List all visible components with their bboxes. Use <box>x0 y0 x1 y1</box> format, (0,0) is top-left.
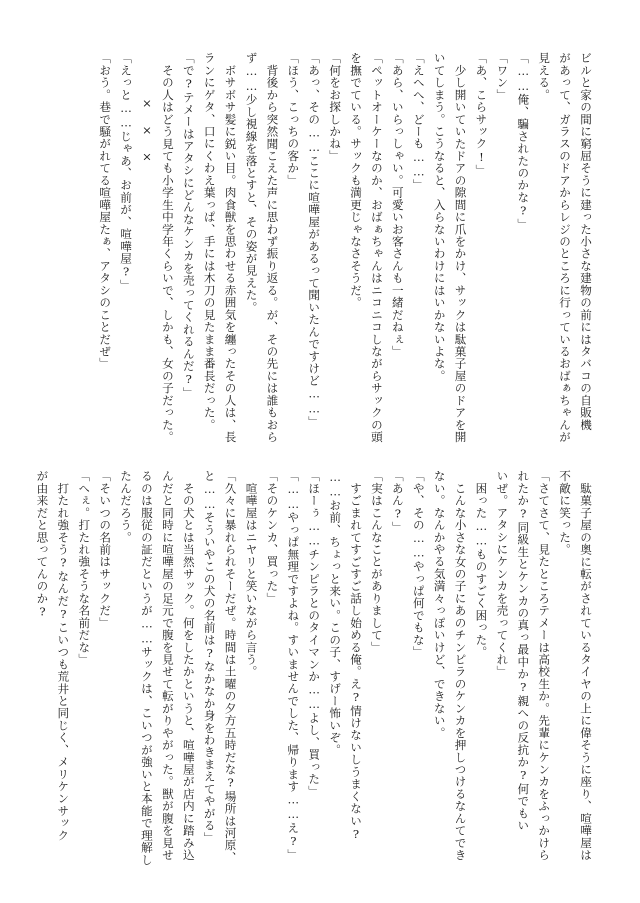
lower-text-block <box>35 470 596 866</box>
text-line: すごまれてすごすご話し始める俺。え?情けないしうまくない? <box>349 482 364 842</box>
dialogue-line: 「……やっぱ無理ですよね。すいませんでした、帰ります……え?」 <box>286 470 301 861</box>
text-line: 「ペットオーケーなのか、おばぁちゃんはニコニコしながらサックの頭 <box>369 52 384 444</box>
dialogue-line: 「そいつの名前はサックだ」 <box>98 470 113 629</box>
text-line: が由来だと思ってんのか? <box>35 470 50 620</box>
dialogue-line: 「あん?」 <box>390 470 405 534</box>
dialogue-line: 「へぇ。打たれ強そうな名前だな」 <box>77 470 92 666</box>
text-line: その犬とは当然サック。何をしたかというと、喧嘩屋が店内に踏み込 <box>181 482 196 862</box>
text-line: 見える。 <box>537 52 552 101</box>
text-line: こんな小さな女の子にあのチンピラのケンカを押しつけるなんてでき <box>453 482 468 862</box>
dialogue-line: 「あら、いらっしゃい。可愛いお客さんも一緒だねぇ」 <box>390 52 405 358</box>
text-line: その人はどう見ても小学生中学年くらいで、しかも、女の子だった。 <box>160 64 175 444</box>
text-line: ず……少し視線を落とすと、その姿が見えた。 <box>244 52 259 314</box>
text-line: 不敵に笑った。 <box>558 470 573 556</box>
dialogue-line: 「あっ、その……ここに喧嘩屋があるって聞いたんですけど……」 <box>307 52 322 429</box>
dialogue-line: と……そういやこの犬の名前は?なかなか身をわきまえてやがる」 <box>202 470 217 844</box>
text-line: ビルと家の間に窮屈そうに建った小さな建物の前にはタバコの自販機 <box>579 52 593 431</box>
dialogue-line: 「そのケンカ、買った」 <box>265 470 280 605</box>
dialogue-line: いぜ。アタシにケンカを売ってくれ」 <box>495 470 510 678</box>
dialogue-line: 「えへへ、どーも……」 <box>411 52 426 192</box>
text-line: たんだろう。 <box>119 470 134 544</box>
text-line: ない。なんかやる気満々っぽいけど、できない。 <box>432 470 447 739</box>
text-line: 背後から突然聞こえた声に思わず振り返る。が、その先には誰もおら <box>265 64 280 444</box>
text-line: るのは服従の証だというが……サックは、こいつが強いと本能で理解し <box>139 470 154 866</box>
dialogue-line: れたか?同級生とケンカの真っ最中か?親への反抗か?何でもい <box>516 470 531 832</box>
dialogue-line: 「おう。巷で騒がれてる喧嘩屋たぁ、アタシのことだぜ」 <box>98 52 113 370</box>
text-line: 打たれ強そう?なんだ?こいつも荒井と同じく、メリケンサック <box>56 482 71 842</box>
dialogue-line: 「久々に暴れられそーだぜ。時間は土曜の夕方五時だな?場所は河原、 <box>223 470 238 864</box>
dialogue-line: 「で?テメーはアタシにどんなケンカを売ってくれるんだ?」 <box>181 52 196 399</box>
dialogue-line: 「ワン」 <box>495 52 510 101</box>
text-line: いてしまう。こうなると、入らないわけにはいかないよな。 <box>432 52 447 382</box>
scene-break: × × × <box>139 96 154 165</box>
dialogue-line: 「何をお探しかね」 <box>328 52 343 162</box>
text-line: 少し開いていたドアの隙間に爪をかけ、サックは駄菓子屋のドアを開 <box>453 64 468 444</box>
text-line: ……お前、ちょっと来い。この子、すげー怖いぞ。 <box>328 470 343 756</box>
dialogue-line: 「や、その……やっぱ何でもな」 <box>411 470 426 659</box>
text-line: んだと同時に喧嘩屋の足元で腹を見せて転がりやがった。獣が腹を見せ <box>160 470 175 862</box>
dialogue-line: 「さてさて、見たところテメーは高校生か。先輩にケンカをふっかけら <box>537 470 552 862</box>
dialogue-line: 「えっと……じゃあ、お前が、喧嘩屋?」 <box>119 52 134 292</box>
text-line: 駄菓子屋の奥に転がされているタイヤの上に偉そうに座り、喧嘩屋は <box>579 482 593 862</box>
dialogue-line: 「ほう、こっちの客か」 <box>286 52 301 187</box>
dialogue-line: 「実はこんなことがありまして」 <box>369 470 384 654</box>
text-line: ランにゲタ、口にくわえ葉っぱ、手には木刀の見たまま番長だった。 <box>202 52 217 431</box>
dialogue-line: 「……俺、騙されたのかな?」 <box>516 52 531 231</box>
dialogue-line: 「あ、こらサック!」 <box>474 52 489 177</box>
text-line: ボサボサ髪に鋭い目。肉食獣を思わせる赤囲気を纏ったその人は、長 <box>223 64 238 444</box>
text-line: を撫でている。サックも満更じゃなさそうだ。 <box>349 52 364 309</box>
text-line: があって、ガラスのドアからレジのところに行っているおばぁちゃんが <box>558 52 573 444</box>
upper-text-block <box>36 52 596 444</box>
dialogue-line: 「ほーぅ……チンピラとのタイマンか……よし、買った」 <box>307 470 322 798</box>
text-line: 喧嘩屋はニヤリと笑いながら言う。 <box>244 482 259 678</box>
text-line: 困った……ものすごく困った。 <box>474 482 489 659</box>
